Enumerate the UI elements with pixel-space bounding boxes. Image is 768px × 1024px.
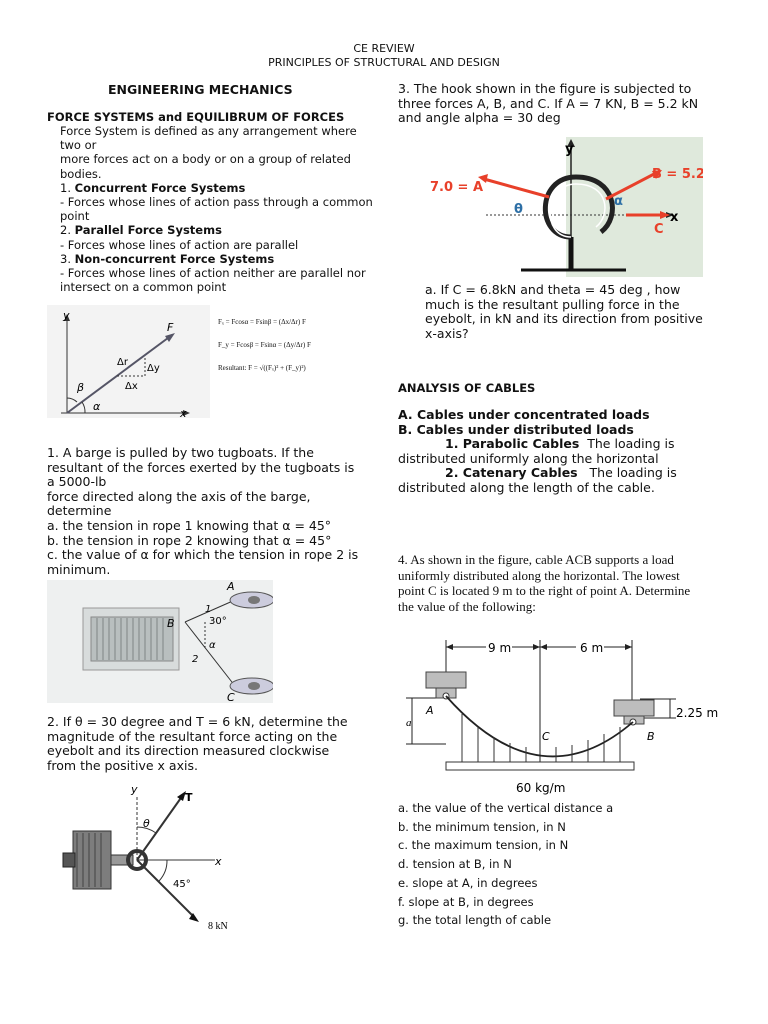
fig5-label-c: C (542, 730, 550, 743)
q1-line: a 5000-lb (47, 474, 107, 490)
item-concurrent-desc-2: point (60, 209, 90, 224)
fig4-x-label: x (670, 210, 679, 225)
fig4-alpha-label: α (614, 194, 623, 209)
q1-part-b: b. the tension in rope 2 knowing that α = 45° (47, 532, 332, 548)
list-item: e. slope at A, in degrees (398, 875, 538, 890)
q1-part-a: a. the tension in rope 1 knowing that α = 45° (47, 517, 332, 533)
fig5-dim-a: a (406, 717, 412, 729)
subsection-title: FORCE SYSTEMS and EQUILIBRUM OF FORCES (47, 110, 345, 124)
force-system-definition (60, 124, 380, 294)
q3a-line: x-axis? (425, 325, 469, 341)
fig3-theta-label: θ (143, 817, 150, 830)
q3-line: 3. The hook shown in the figure is subjected to (398, 81, 692, 96)
q3a-line: eyebolt, in kN and its direction from positive (425, 311, 703, 327)
cables-concentrated: A. Cables under concentrated loads (398, 407, 650, 422)
cables-title: ANALYSIS OF CABLES (398, 381, 536, 395)
fig1-y-label: y (63, 309, 70, 322)
item-nonconcurrent-desc: - Forces whose lines of action neither are parallel nor (60, 266, 366, 281)
fig1-dx-label: Δx (125, 381, 138, 392)
fig3-x-label: x (215, 855, 222, 868)
fig3-force-label: 8 kN (208, 921, 228, 932)
list-item: b. the minimum tension, in N (398, 819, 566, 834)
fig1-beta-label: β (77, 381, 85, 394)
fig3-angle-label: 45° (173, 879, 191, 890)
fig5-dim-6m: 6 m (580, 641, 604, 655)
q1-line: force directed along the axis of the barge, (47, 488, 311, 504)
cables-types (398, 408, 728, 496)
fig2-label-b: B (167, 617, 175, 630)
fig2-rope-1: 1 (205, 604, 212, 615)
fig3-t-label: T (185, 791, 193, 804)
item-concurrent-desc: - Forces whose lines of action pass through a common (60, 195, 373, 210)
fig4-label-b: B = 5.2 (652, 167, 703, 182)
fig1-dr-label: Δr (117, 357, 128, 368)
q1-line: 1. A barge is pulled by two tugboats. If the (47, 445, 314, 460)
question-1 (47, 446, 377, 577)
item-parallel: 2. Parallel Force Systems (60, 223, 222, 238)
fig5-label-a: A (426, 704, 434, 717)
parabolic-cables-desc: distributed uniformly along the horizontal (398, 450, 659, 466)
fig2-alpha: α (209, 640, 216, 651)
q2-line: from the positive x axis. (47, 757, 198, 773)
q3-line: three forces A, B, and C. If A = 7 KN, B = 5.2 kN (398, 95, 699, 111)
doc-header-line2: PRINCIPLES OF STRUCTURAL AND DESIGN (268, 56, 500, 69)
list-item: g. the total length of cable (398, 913, 552, 928)
doc-header-line1: CE REVIEW (353, 42, 415, 55)
item-concurrent: 1. Concurrent Force Systems (60, 180, 246, 195)
fig2-label-c: C (227, 691, 235, 703)
q1-line: determine (47, 503, 112, 519)
cable-figure (400, 632, 730, 800)
question-3a (425, 283, 725, 341)
intro-line-1: Force System is defined as any arrangement where two or (60, 124, 357, 153)
fig2-label-a: A (227, 580, 235, 593)
question-4 (398, 552, 728, 614)
q2-line: magnitude of the resultant force acting on the (47, 728, 338, 744)
fig5-dim-height: 2.25 m (676, 706, 719, 720)
q4-line: 4. As shown in the figure, cable ACB supports a load (398, 552, 674, 567)
fig4-label-a: 7.0 = A (430, 180, 484, 195)
item-nonconcurrent-desc-2: intersect on a common point (60, 280, 227, 295)
q1-part-c: c. the value of α for which the tension in rope 2 is (47, 547, 359, 563)
list-item: f. slope at B, in degrees (398, 894, 534, 909)
intro-line-2: more forces act on a body or on a group of related bodies. (60, 152, 351, 181)
q4-line: uniformly distributed along the horizontal. The lowest (398, 567, 680, 583)
q3a-line: a. If C = 6.8kN and theta = 45 deg , how (425, 282, 681, 297)
list-item: c. the maximum tension, in N (398, 838, 569, 853)
fig5-label-b: B (647, 730, 655, 743)
q4-line: the value of the following: (398, 598, 536, 614)
fig4-theta-label: θ (514, 202, 523, 217)
fig5-load-label: 60 kg/m (516, 781, 566, 795)
fig1-dy-label: Δy (147, 363, 160, 374)
equation-resultant: Resultant: F = √((Fₓ)² + (F_y)²) (218, 364, 306, 372)
q3a-line: much is the resultant pulling force in the (425, 296, 680, 312)
fig1-f-label: F (167, 321, 174, 334)
force-equations (218, 311, 348, 380)
list-item: d. tension at B, in N (398, 857, 512, 872)
list-item: a. the value of the vertical distance a (398, 801, 614, 815)
fig3-y-label: y (131, 783, 138, 796)
item-nonconcurrent: 3. Non-concurrent Force Systems (60, 251, 275, 266)
eyebolt-figure (55, 783, 245, 933)
fig4-y-label: y (565, 142, 574, 157)
fig1-x-label: x (180, 407, 187, 418)
item-parallel-desc: - Forces whose lines of action are parallel (60, 237, 299, 252)
section-title: ENGINEERING MECHANICS (108, 82, 293, 97)
fig5-dim-9m: 9 m (488, 641, 512, 655)
catenary-cables: 2. Catenary Cables The loading is (445, 465, 677, 481)
q4-line: point C is located 9 m to the right of point A. Determine (398, 583, 691, 598)
equation-fy: F_y = Fcosβ = Fsinα = (Δy/Δr) F (218, 341, 311, 349)
equation-fx: Fₓ = Fcosα = Fsinβ = (Δx/Δr) F (218, 318, 306, 326)
fig2-angle: 30° (209, 616, 227, 627)
catenary-cables-desc: distributed along the length of the cable. (398, 479, 655, 495)
fig1-alpha-label: α (93, 400, 101, 413)
parabolic-cables: 1. Parabolic Cables The loading is (445, 436, 675, 452)
q3-line: and angle alpha = 30 deg (398, 110, 561, 126)
cables-distributed: B. Cables under distributed loads (398, 421, 634, 437)
fig4-label-c: C (654, 222, 664, 237)
q1-line: resultant of the forces exerted by the tugboats is (47, 459, 355, 475)
force-components-figure (47, 305, 210, 418)
question-2 (47, 715, 377, 773)
question-3 (398, 82, 728, 126)
fig2-rope-2: 2 (192, 654, 199, 665)
q2-line: eyebolt and its direction measured clockwise (47, 743, 330, 759)
hook-figure (426, 137, 703, 277)
barge-figure (47, 580, 273, 703)
q1-part-c-2: minimum. (47, 561, 111, 577)
q2-line: 2. If θ = 30 degree and T = 6 kN, determine the (47, 714, 348, 729)
q4-parts-list (398, 799, 728, 930)
